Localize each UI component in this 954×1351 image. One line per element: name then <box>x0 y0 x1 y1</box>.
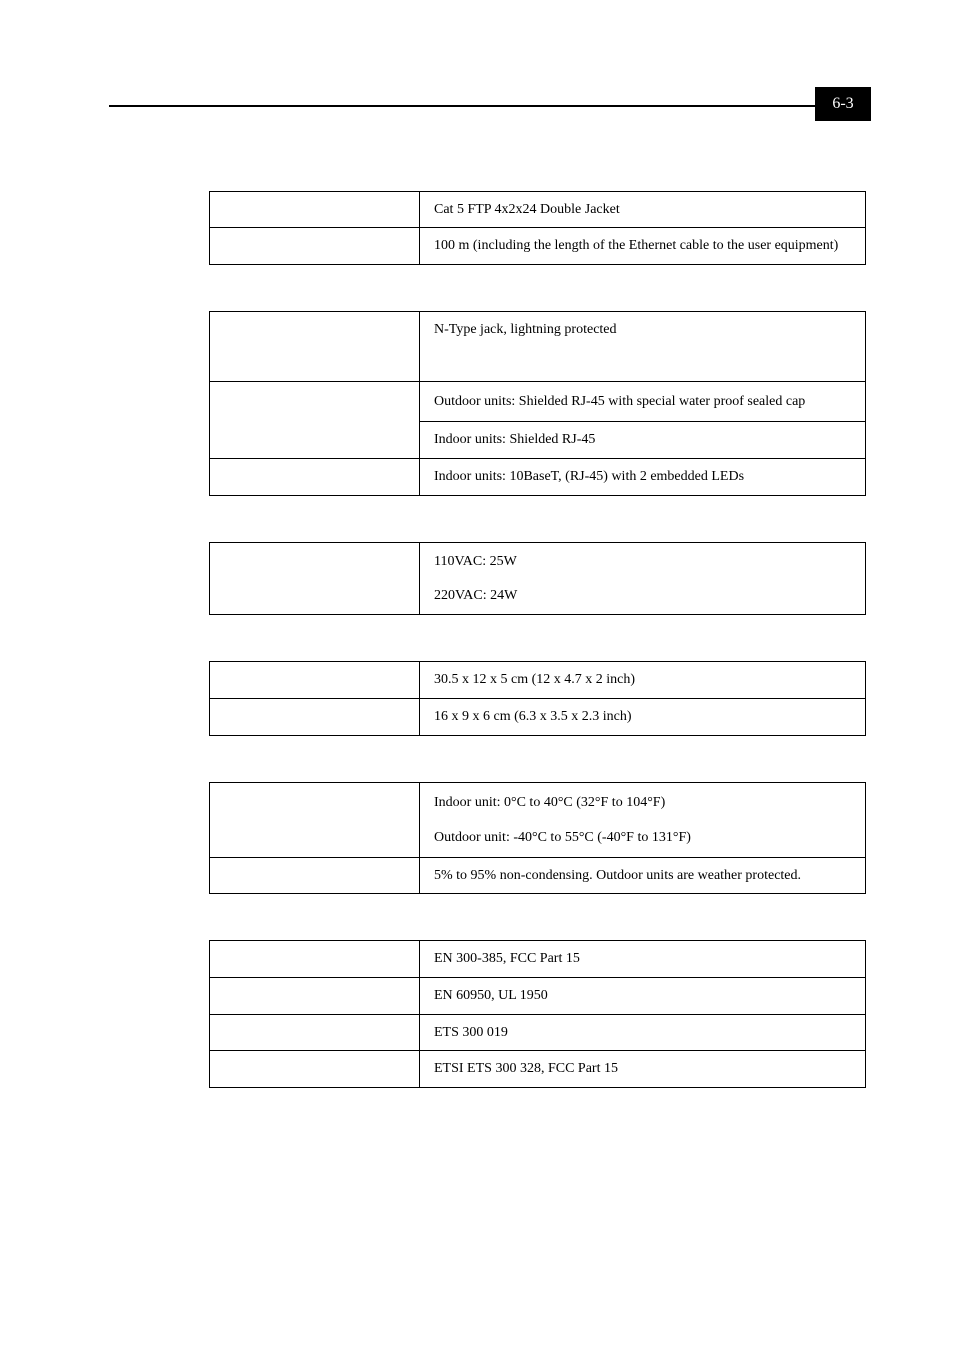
table-row <box>210 662 866 699</box>
table-row <box>210 858 866 894</box>
table-row <box>210 783 866 858</box>
spec-label <box>210 228 420 265</box>
spec-label <box>210 192 420 228</box>
table-row <box>210 699 866 736</box>
spec-value: EN 300-385, FCC Part 15 <box>420 941 866 978</box>
spec-value: 100 m (including the length of the Ethernet cable to the user equipment) <box>420 228 866 265</box>
environment-spec-table <box>209 782 866 894</box>
table-row <box>210 228 866 265</box>
spec-value: Indoor units: 10BaseT, (RJ-45) with 2 embedded LEDs <box>420 459 866 496</box>
standards-spec-table <box>209 940 866 1088</box>
connectors-spec-table <box>209 311 866 496</box>
table-row <box>210 312 866 382</box>
table-row <box>210 941 866 978</box>
header-rule <box>109 105 817 107</box>
table-row <box>210 543 866 615</box>
spec-value: N-Type jack, lightning protected <box>420 312 866 382</box>
spec-value-line: Outdoor unit: -40°C to 55°C (-40°F to 131°F) <box>434 829 691 845</box>
spec-value: Cat 5 FTP 4x2x24 Double Jacket <box>420 192 866 228</box>
spec-label <box>210 312 420 382</box>
spec-value: ETSI ETS 300 328, FCC Part 15 <box>420 1051 866 1088</box>
dimensions-spec-table <box>209 661 866 736</box>
spec-label <box>210 382 420 459</box>
spec-label <box>210 978 420 1015</box>
spec-label <box>210 783 420 858</box>
spec-value: 5% to 95% non-condensing. Outdoor units are weather protected. <box>420 858 866 894</box>
table-row <box>210 1015 866 1051</box>
spec-value-line: 110VAC: 25W <box>434 553 517 569</box>
spec-value-line: 220VAC: 24W <box>434 587 518 603</box>
spec-label <box>210 459 420 496</box>
table-row <box>210 978 866 1015</box>
table-row <box>210 192 866 228</box>
table-row <box>210 1051 866 1088</box>
spec-value: 30.5 x 12 x 5 cm (12 x 4.7 x 2 inch) <box>420 662 866 699</box>
spec-label <box>210 858 420 894</box>
spec-value: ETS 300 019 <box>420 1015 866 1051</box>
spec-value: 16 x 9 x 6 cm (6.3 x 3.5 x 2.3 inch) <box>420 699 866 736</box>
spec-label <box>210 1051 420 1088</box>
spec-value: Outdoor units: Shielded RJ-45 with special water proof sealed cap <box>420 382 866 422</box>
power-spec-table <box>209 542 866 615</box>
spec-label <box>210 662 420 699</box>
spec-label <box>210 941 420 978</box>
spec-value-line: Indoor unit: 0°C to 40°C (32°F to 104°F) <box>434 794 666 810</box>
spec-label <box>210 1015 420 1051</box>
spec-value <box>420 543 866 615</box>
cable-spec-table <box>209 191 866 265</box>
page-number-badge: 6-3 <box>815 87 871 121</box>
spec-value: Indoor units: Shielded RJ-45 <box>420 422 866 459</box>
table-row <box>210 382 866 422</box>
spec-label <box>210 543 420 615</box>
spec-label <box>210 699 420 736</box>
spec-value: EN 60950, UL 1950 <box>420 978 866 1015</box>
table-row <box>210 459 866 496</box>
spec-value <box>420 783 866 858</box>
